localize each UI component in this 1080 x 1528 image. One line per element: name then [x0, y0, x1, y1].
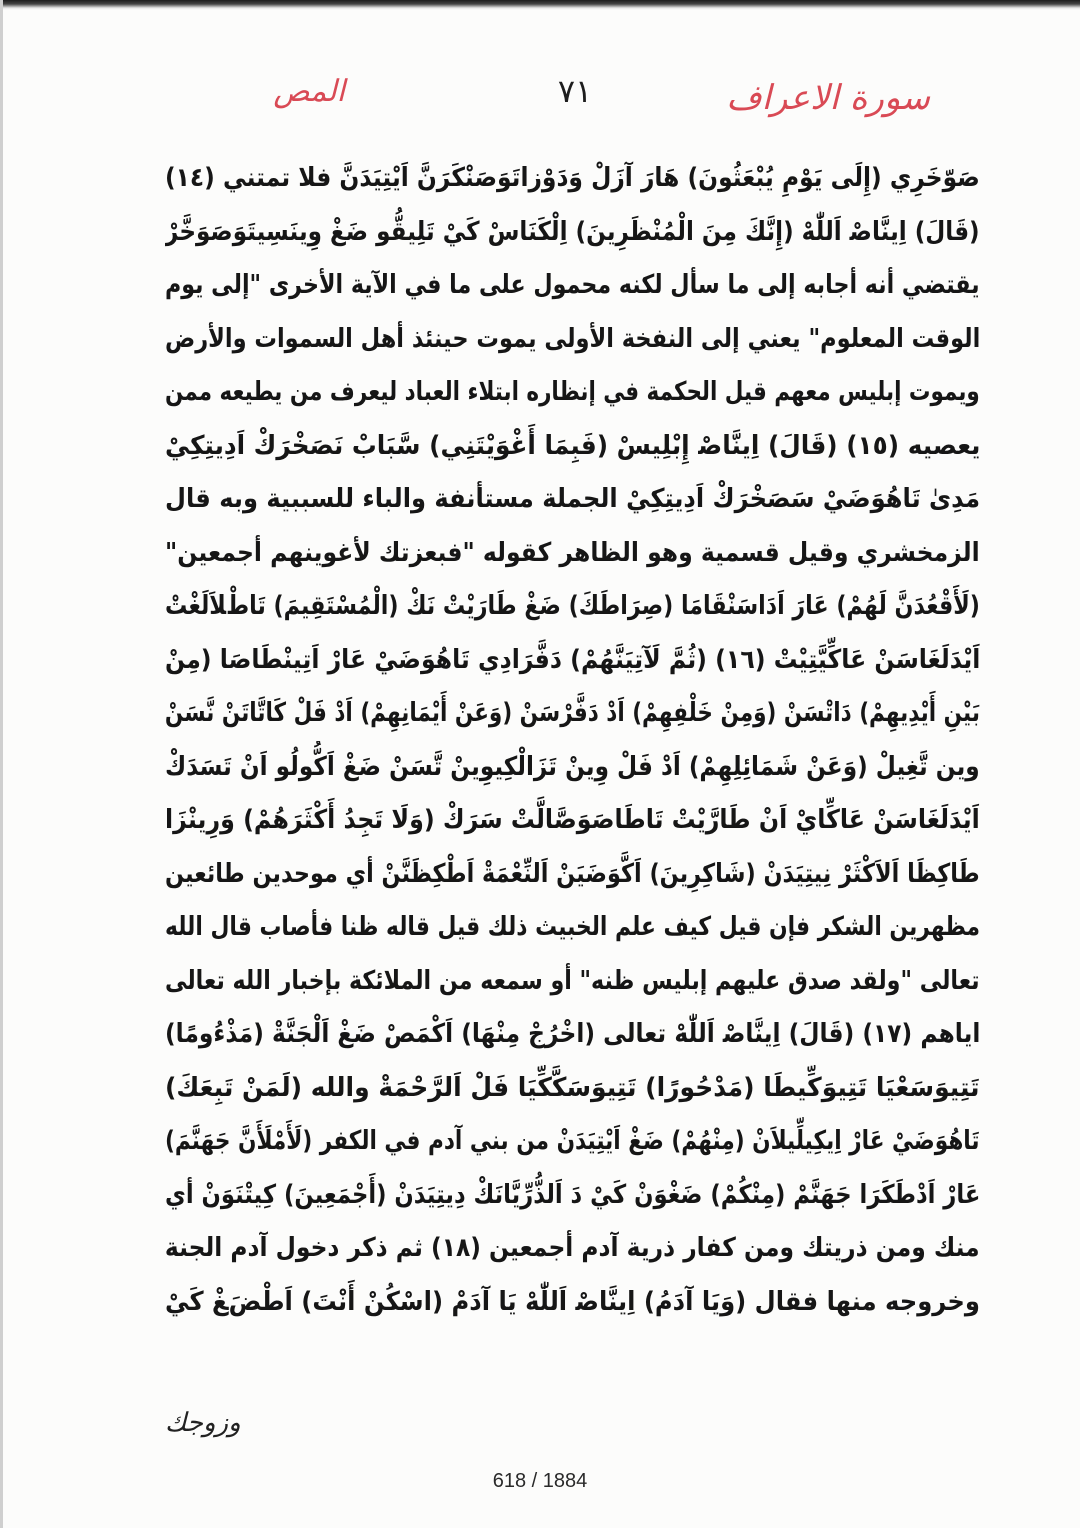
- text-body: [165, 152, 980, 1329]
- text-line: مظهرين الشكر فإن قيل كيف علم الخبيث ذلك قيل قاله ظنا فأصاب قال الله: [165, 912, 980, 942]
- text-line: (لَأَقْعُدَنَّ لَهُمْ) ﻋَﺎرَ ﺍَﺩَﺍﺳَﻨْﻘَﺎﻣَﺎ (صِرَاطَكَ) ﺿَﻎْ ﻃَﺎﺭَﻳْﺖْ ﻧَﻚْ (الْمُسْتَقِيمَ) ﺗَﺎﻁْﻼَﻟَﻐْﺖْ: [165, 591, 980, 621]
- text-line: بَيْنِ أَيْدِيهِمْ) ﺩَﺍﺗْﺴَﻦْ (وَمِنْ خَلْفِهِمْ) ﺍَﺩْ ﺩَﻓَّﺮْﺳَﻦْ (وَعَنْ أَيْمَانِهِمْ) ﺍَﺩْ ﻓَﻞْ ﻛَﺎﺗَّﺎﺗَﻦْ ﻧَّﺴَﻦْ: [165, 698, 980, 728]
- text-line: وخروجه منها فقال (وَيَا آدَمُ) ﺍِﻳﻨَّﺎﺻْ ﺍَللّٰهْ يَا آدَمْ (اسْكُنْ أَنْتَ) ﺍَﻃْﺾَﻎْ ﻛَﻲْ: [165, 1286, 980, 1317]
- text-line: ﻣَﺪِﻯٰ ﺗَﺎﻫُﻮَﺿَﻲْ ﺳَﺼَﺨْﺮَﻙْ ﺍَﺩِﻳﺘِﻜِﻲْ الجملة مستأنفة والباء للسببية وبه قال: [165, 484, 980, 514]
- text-line: يقتضي أنه أجابه إلى ما سأل لكنه محمول على ما في الآية الأخرى "إلى يوم: [165, 270, 980, 300]
- text-line: ﺗَﺎﻫُﻮَﺿَﻲْ ﻋَﺎرْ ﺍِﻳﻜِﻴﻠِّﻴﻼَﻥْ (مِنْهُمْ) ﺿَﻎْ ﺍَﻳْﺘِﻴَﺪَنْ من بني آدم في الكفر (لَأَمْلَأَنَّ جَهَنَّمَ): [165, 1126, 980, 1156]
- text-line: (قَالَ) ﺍِﻳﻨَّﺎﺻْ ﺍَللّٰهْ (إِنَّكَ مِنَ الْمُنْظَرِينَ) ﺍِﻟْﻜَﻨَﺎسْ ﻛَﻲْ ﺗَﻠِﻴﻘُّﻮ ﺿَﻎْ ﻭِﻳﻨَﺴِﻴﺘَﻮَﺻَﻮَﺧَّﺮْ: [165, 216, 980, 247]
- text-line: ﻃَﺎﻛِﻈَﺎ ﺍَﻻَﻛْﺜَﺮْ ﻧِﻴﺘِﻴَﺪَنْ (شَاكِرِينَ) ﺍَﻛَّﻮَﺿَﻴَﻦْ ﺍَﻟﻨِّﻌْﻤَﺔْ ﺍَﻃْﻜِﻈَﻨَّﻦْ أي موحدين طائعين: [165, 858, 980, 889]
- text-line: ﺍَﻳْﺪَﻟَﻐَﺎﺳَﻦْ ﻋَﺎﻛِّﻴَّﺘِﻴْﺖْ (١٦) (ثُمَّ لَآتِيَنَّهُمْ) ﺩَﻓَّﺮَﺍﺩِﻱ ﺗَﺎﻫُﻮَﺿَﻲْ ﻋَﺎرْ ﺍَﺗِﻴﻨْﻄَﺎﺻَﺎ (مِنْ: [165, 644, 980, 675]
- text-line: الزمخشري وقيل قسمية وهو الظاهر كقوله "فبعزتك لأغوينهم أجمعين": [165, 537, 980, 568]
- text-line: ﺻَﻮّﺧَﺮِي (إِلَى يَوْمِ يُبْعَثُونَ) ﻫَﺎرَ ﺁزَلْ وَﺩَوْزﺍﺗَﻮَﺻَﻨْﻜَﺮَنَّ ﺍَﻳْﺘِﻴَﺪَنَّ فلا تمتني (١٤): [165, 163, 980, 193]
- catchword: وزوجك: [165, 1408, 241, 1438]
- text-line: ﺍَﻳْﺪَﻟَﻐَﺎﺳَﻦْ ﻋَﺎﻛِّﺎﻱْ ﺍَﻥْ ﻃَﺎﺭَّﻳْﺖْ ﺗَﺎﻃَﺎﺻَﻮَﺻَّﺎﻟَّﺖْ ﺳَﺮَﻙْ (وَلَا تَجِدُ أَكْثَرَهُمْ) ﻭَﺭِﻳﻨْﺰَﺍ: [165, 805, 980, 835]
- scan-left-edge: [0, 0, 3, 1528]
- text-line: وين تَّغِيلْ (وَعَنْ شَمَائِلِهِمْ) ﺍَﺩْ ﻓَﻞْ ﻭِﻳﻦْ ﺗَﺰَﺍﻟْﻜِﻴﻮِﻳﻦْ ﺗَّﺴَﻦْ ﺿَﻎْ ﺍَﻛُّﻮﻟُﻮ ﺍَﻥْ ﺗَﺴَﺪَﻙْ: [165, 751, 980, 782]
- text-line: ﻋَﺎرْ ﺍَﺩْﻃَﻜَﺮَﺍ ﺟَﻬَﻨَّﻢْ (مِنْكُمْ) ﺿَﻐْﻮَﻥْ ﻛَﻲْ ﺩَ ﺍَﻟﺬُّﺭِّﻳَّﺎﻧَﻚْ ﺩِﻳﺘِﻴَﺪَنْ (أَجْمَعِينَ) ﻛِﻴﺘْﻨَﻮَﻥْ أي: [165, 1179, 980, 1210]
- text-line: اياهم (١٧) (قَالَ) ﺍِﻳﻨَّﺎﺻْ ﺍَللّٰهْ تعالى (اخْرُجْ مِنْهَا) ﺍَﻛْﻤَﺺْ ﺿَﻎْ ﺍَﻟْﺠَﻨَّﺔْ (مَذْءُومًا): [165, 1019, 980, 1049]
- page-counter: 618 / 1884: [492, 1470, 588, 1492]
- text-line: تعالى "ولقد صدق عليهم إبليس ظنه" أو سمعه من الملائكة بإخبار الله تعالى: [165, 965, 980, 996]
- margin-note-left: المص: [273, 74, 345, 109]
- text-line: ويموت إبليس معهم قيل الحكمة في إنظاره ابتلاء العباد ليعرف من يطيعه ممن: [165, 377, 980, 407]
- scan-top-edge: [0, 0, 1080, 10]
- text-line: منك ومن ذريتك ومن كفار ذرية آدم أجمعين (١٨) ثم ذكر دخول آدم الجنة: [165, 1233, 980, 1263]
- page-number: ٧١: [557, 72, 593, 110]
- text-line: الوقت المعلوم" يعني إلى النفخة الأولى يموت حينئذ أهل السموات والأرض: [165, 323, 980, 354]
- text-line: ﺗَﺘِﻴﻮَﺳَﻌْﻴَﺎ ﺗَﺘِﻴﻮَﻛِّﻴﻄَﺎ (مَدْحُورًا) ﺗَﺘِﻴﻮَﺳَﻜَّﻜِّﻴَﺎ ﻓَﻞْ ﺍَﻟﺮَّﺣْﻤَﺔْ والله (لَمَنْ تَبِعَكَ): [165, 1072, 980, 1103]
- text-line: يعصيه (١٥) (قَالَ) ﺍِﻳﻨَّﺎﺻْ إِبْلِيسْ (فَبِمَا أَغْوَيْتَنِي) ﺳَّﺒَﺎﺏْ ﻧَﺼَﺨْﺮَﻙْ ﺍَﺩِﻳﺘِﻜِﻲْ: [165, 430, 980, 461]
- margin-note-surah: سورة الاعراف: [726, 78, 930, 118]
